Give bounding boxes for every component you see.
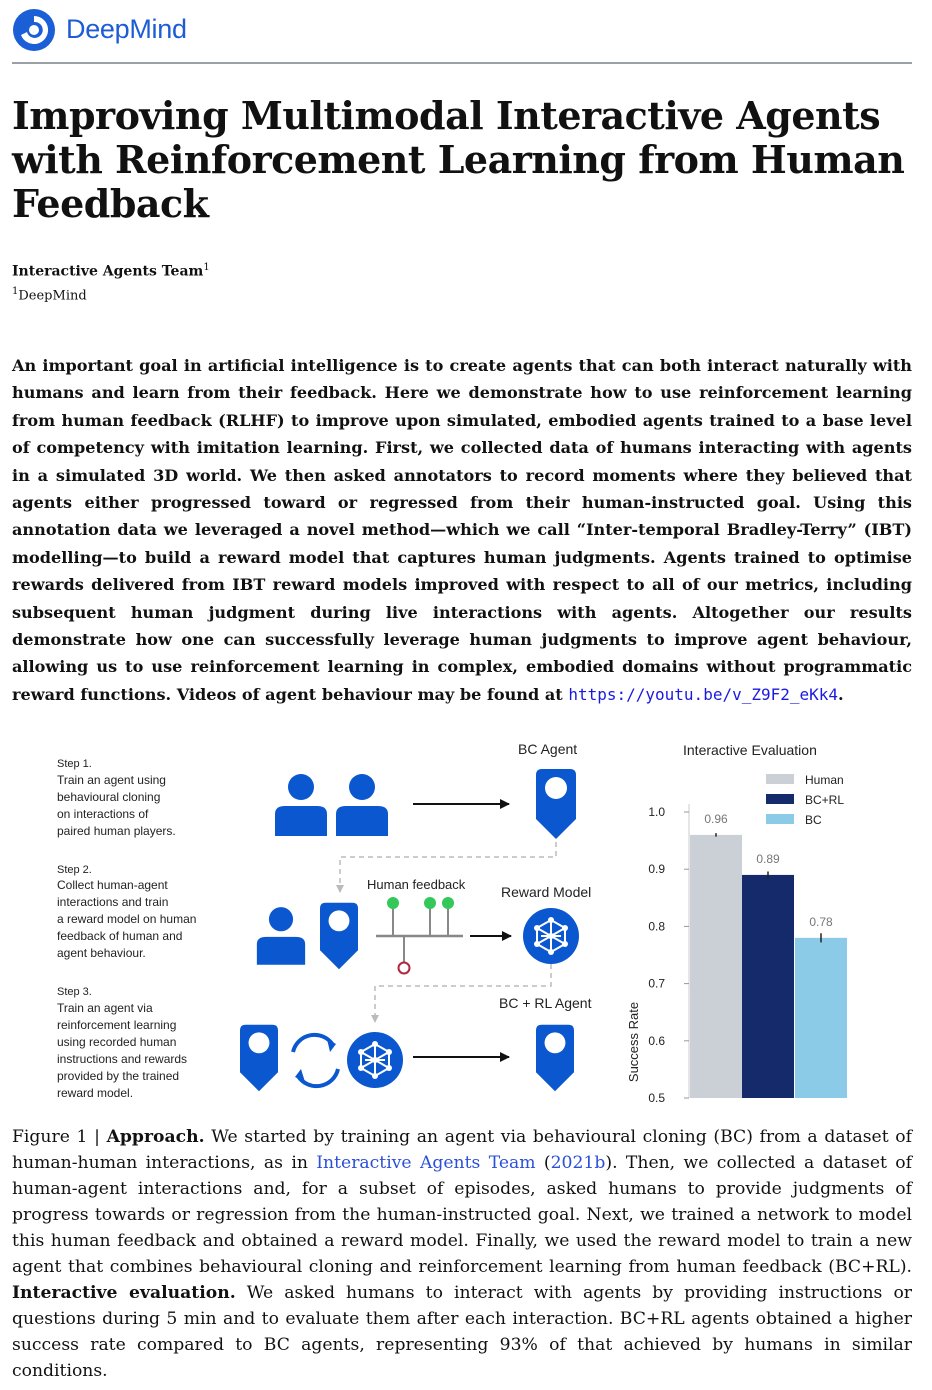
- caption-text-3: We asked humans to interact with agents by providing instructions or questions during 5 min and to evaluate them after each interaction. BC+RL agents obtained a higher success rate compared to BC agents, representing 93% of that achieved by humans in similar conditions.: [12, 1283, 913, 1381]
- reward-model-icon: [523, 908, 579, 964]
- citation-link-authors[interactable]: Interactive Agents Team: [316, 1153, 536, 1173]
- authors: Interactive Agents Team: [12, 263, 204, 280]
- human-player-icon: [336, 774, 388, 836]
- bcrl-agent-label: BC + RL Agent: [499, 995, 592, 1011]
- rl-agent-icon: [240, 1025, 278, 1092]
- figure-caption: [12, 1124, 912, 1384]
- rl-cycle-icon: [293, 1035, 338, 1086]
- bar-value-label: 0.96: [704, 811, 728, 826]
- deepmind-logo-text: DeepMind: [66, 14, 187, 44]
- step3-line-1: Train an agent via: [57, 1001, 153, 1015]
- deepmind-logo-icon: [12, 8, 56, 52]
- step3-line-2: reinforcement learning: [57, 1018, 177, 1032]
- caption-text-1: We started by training an agent via behavioural cloning (BC) from a dataset of human-human interactions, as in: [12, 1127, 912, 1173]
- bcrl-agent-icon: [536, 1025, 574, 1092]
- legend-label: BC+RL: [805, 793, 845, 807]
- bc-agent-icon: [536, 769, 576, 839]
- step2-title: Step 2.: [57, 864, 92, 876]
- bar-value-label: 0.78: [809, 914, 833, 929]
- y-tick-label: 0.7: [648, 976, 665, 991]
- chart-title: Interactive Evaluation: [683, 742, 817, 758]
- header-divider: [12, 62, 912, 64]
- abstract: [12, 352, 912, 708]
- affiliation: DeepMind: [18, 288, 87, 304]
- feedback-timeline: [376, 897, 463, 974]
- legend-swatch: [766, 794, 794, 804]
- reward-model-icon: [347, 1032, 403, 1088]
- reward-model-label: Reward Model: [501, 884, 592, 900]
- abstract-end: .: [838, 684, 844, 704]
- affiliation-marker: 1: [12, 286, 19, 297]
- y-tick-label: 0.9: [648, 862, 665, 877]
- step1-line-2: behavioural cloning: [57, 790, 161, 804]
- step3-line-6: reward model.: [57, 1086, 134, 1100]
- bar-value-label: 0.89: [756, 851, 780, 866]
- citation-link-year[interactable]: 2021b: [550, 1153, 606, 1173]
- step1-title: Step 1.: [57, 758, 92, 770]
- step1-line-4: paired human players.: [57, 824, 176, 838]
- caption-text-2: ). Then, we collected a dataset of human-agent interactions and, for a subset of episodes, asked humans to provide judgments of progress towards or regression from the human-instructed goal. Next, we trained a network to model this human feedback and obtained a reward model. Finally, we used the reward model to train a new agent that combines behavioural cloning and reinforcement learning from human feedback (BC+RL).: [12, 1153, 912, 1277]
- bar-bc: [795, 938, 847, 1098]
- step3-line-5: provided by the trained: [57, 1069, 180, 1083]
- author-affiliation-marker: 1: [203, 262, 210, 273]
- y-axis-label: Success Rate: [626, 1001, 641, 1083]
- agent-icon: [320, 903, 358, 970]
- bar-human: [690, 835, 742, 1098]
- caption-heading-evaluation: Interactive evaluation.: [12, 1283, 236, 1303]
- step3-title: Step 3.: [57, 986, 92, 998]
- figure-1-svg: [0, 730, 932, 1120]
- human-icon: [257, 907, 305, 965]
- step2-line-5: agent behaviour.: [57, 946, 146, 960]
- step3-line-3: using recorded human: [57, 1035, 177, 1049]
- step2-line-4: feedback of human and: [57, 929, 183, 943]
- legend-swatch: [766, 774, 794, 784]
- step2-line-2: interactions and train: [57, 895, 169, 909]
- step1-line-3: on interactions of: [57, 807, 149, 821]
- human-feedback-label: Human feedback: [367, 877, 466, 892]
- step2-line-1: Collect human-agent: [57, 878, 168, 892]
- legend-label: Human: [805, 773, 844, 787]
- step2-line-3: a reward model on human: [57, 912, 197, 926]
- interactive-evaluation-chart: [626, 742, 847, 1105]
- author-line: [12, 262, 210, 280]
- legend-label: BC: [805, 813, 822, 827]
- bar-bc-rl: [742, 875, 794, 1098]
- legend-swatch: [766, 814, 794, 824]
- video-link[interactable]: https://youtu.be/v_Z9F2_eKk4: [568, 684, 839, 704]
- caption-label: Figure 1 |: [12, 1127, 107, 1147]
- caption-heading-approach: Approach.: [106, 1127, 205, 1147]
- y-tick-label: 0.6: [648, 1033, 665, 1048]
- y-tick-label: 1.0: [648, 805, 665, 819]
- affiliation-line: [12, 286, 87, 303]
- page-header: [0, 0, 932, 64]
- bc-agent-label: BC Agent: [518, 741, 578, 757]
- y-tick-label: 0.8: [648, 919, 665, 934]
- step3-line-4: instructions and rewards: [57, 1052, 188, 1066]
- citation-paren: (: [535, 1153, 551, 1173]
- step1-line-1: Train an agent using: [57, 773, 166, 787]
- figure-1: [0, 730, 932, 1120]
- y-tick-label: 0.5: [648, 1091, 665, 1105]
- human-player-icon: [275, 774, 327, 836]
- paper-title: Improving Multimodal Interactive Agents with Reinforcement Learning from Human Feedback: [12, 93, 905, 226]
- abstract-text: An important goal in artificial intelligence is to create agents that can both interact naturally with humans and learn from their feedback. Here we demonstrate how to use reinforcement learning from human feedback (RLHF) to improve upon simulated, embodied agents trained to a base level of competency with imitation learning. First, we collected data of humans interacting with agents in a simulated 3D world. We then asked annotators to record moments where they believed that agents either progressed toward or regressed from their human-instructed goal. Using this annotation data we leveraged a novel method—which we call “Inter-temporal Bradley-Terry” (IBT) modelling—to build a reward model that captures human judgments. Agents trained to optimise rewards delivered from IBT reward models improved with respect to all of our metrics, including subsequent human judgment during live interactions with agents. Altogether our results demonstrate how one can successfully leverage human judgments to improve agent behaviour, allowing us to use reinforcement learning in complex, embodied domains without programmatic reward functions. Videos of agent behaviour may be found at: [12, 356, 912, 704]
